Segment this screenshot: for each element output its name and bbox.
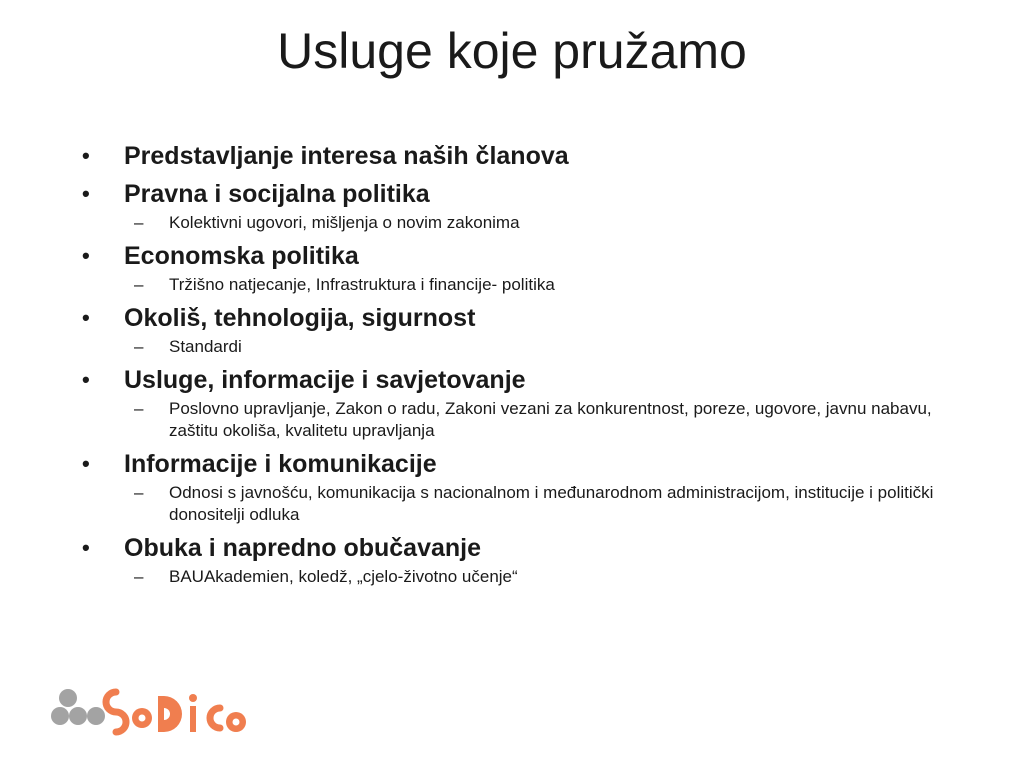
dash-marker: – (134, 213, 144, 232)
bullet-item-economic (82, 240, 962, 272)
sub-item-text: Poslovno upravljanje, Zakon o radu, Zakoni vezani za konkurentnost, poreze, ugovore, javnu nabavu, zaštitu okoliša, kvalitetu upravljanja (169, 399, 932, 440)
sub-item-text: BAUAkademien, koledž, „cjelo-životno učenje“ (169, 567, 518, 586)
sub-item-communication (134, 482, 962, 526)
dash-marker: – (134, 399, 144, 418)
dash-marker: – (134, 483, 144, 502)
slide-title: Usluge koje pružamo (277, 23, 747, 79)
bullet-item-legal-social (82, 178, 962, 210)
dash-marker: – (134, 337, 144, 356)
bullet-item-communication (82, 448, 962, 480)
sub-item-economic (134, 274, 962, 296)
logo-orange-i-dot (189, 694, 197, 702)
bullet-item-training (82, 532, 962, 564)
dash-marker: – (134, 567, 144, 586)
bullet-marker: • (82, 367, 90, 392)
bullet-list (82, 140, 962, 588)
bullet-label: Okoliš, tehnologija, sigurnost (124, 304, 476, 332)
bullet-item-environment (82, 302, 962, 334)
sub-item-legal-social (134, 212, 962, 234)
bullet-marker: • (82, 451, 90, 476)
bullet-label: Predstavljanje interesa naših članova (124, 142, 569, 170)
logo-gray-dot (51, 707, 69, 725)
bullet-item-representation (82, 140, 962, 172)
bullet-label: Economska politika (124, 242, 359, 270)
logo-orange-s (106, 692, 126, 732)
sub-item-environment (134, 336, 962, 358)
bullet-label: Informacije i komunikacije (124, 450, 437, 478)
sub-item-training (134, 566, 962, 588)
sub-item-text: Odnosi s javnošću, komunikacija s nacionalnom i međunarodnom administracijom, institucije i politički donositelji odluka (169, 483, 934, 524)
bullet-marker: • (82, 305, 90, 330)
logo-gray-dot (59, 689, 77, 707)
logo-orange-c (210, 708, 220, 728)
logo-gray-dot (87, 707, 105, 725)
logo-orange-o2-hole (233, 719, 240, 726)
bullet-label: Pravna i socijalna politika (124, 180, 430, 208)
logo-orange-o-hole (139, 715, 146, 722)
sub-item-text: Kolektivni ugovori, mišljenja o novim zakonima (169, 213, 520, 232)
logo-gray-dot (69, 707, 87, 725)
sub-item-text: Tržišno natjecanje, Infrastruktura i financije- politika (169, 275, 555, 294)
bullet-marker: • (82, 143, 90, 168)
bullet-item-services (82, 364, 962, 396)
sub-item-services (134, 398, 962, 442)
bullet-marker: • (82, 535, 90, 560)
bullet-marker: • (82, 181, 90, 206)
logo-orange-i (190, 706, 196, 732)
bullet-label: Usluge, informacije i savjetovanje (124, 366, 526, 394)
bullet-marker: • (82, 243, 90, 268)
sub-item-text: Standardi (169, 337, 242, 356)
bullet-label: Obuka i napredno obučavanje (124, 534, 482, 562)
dash-marker: – (134, 275, 144, 294)
sodico-logo-icon (50, 686, 250, 738)
